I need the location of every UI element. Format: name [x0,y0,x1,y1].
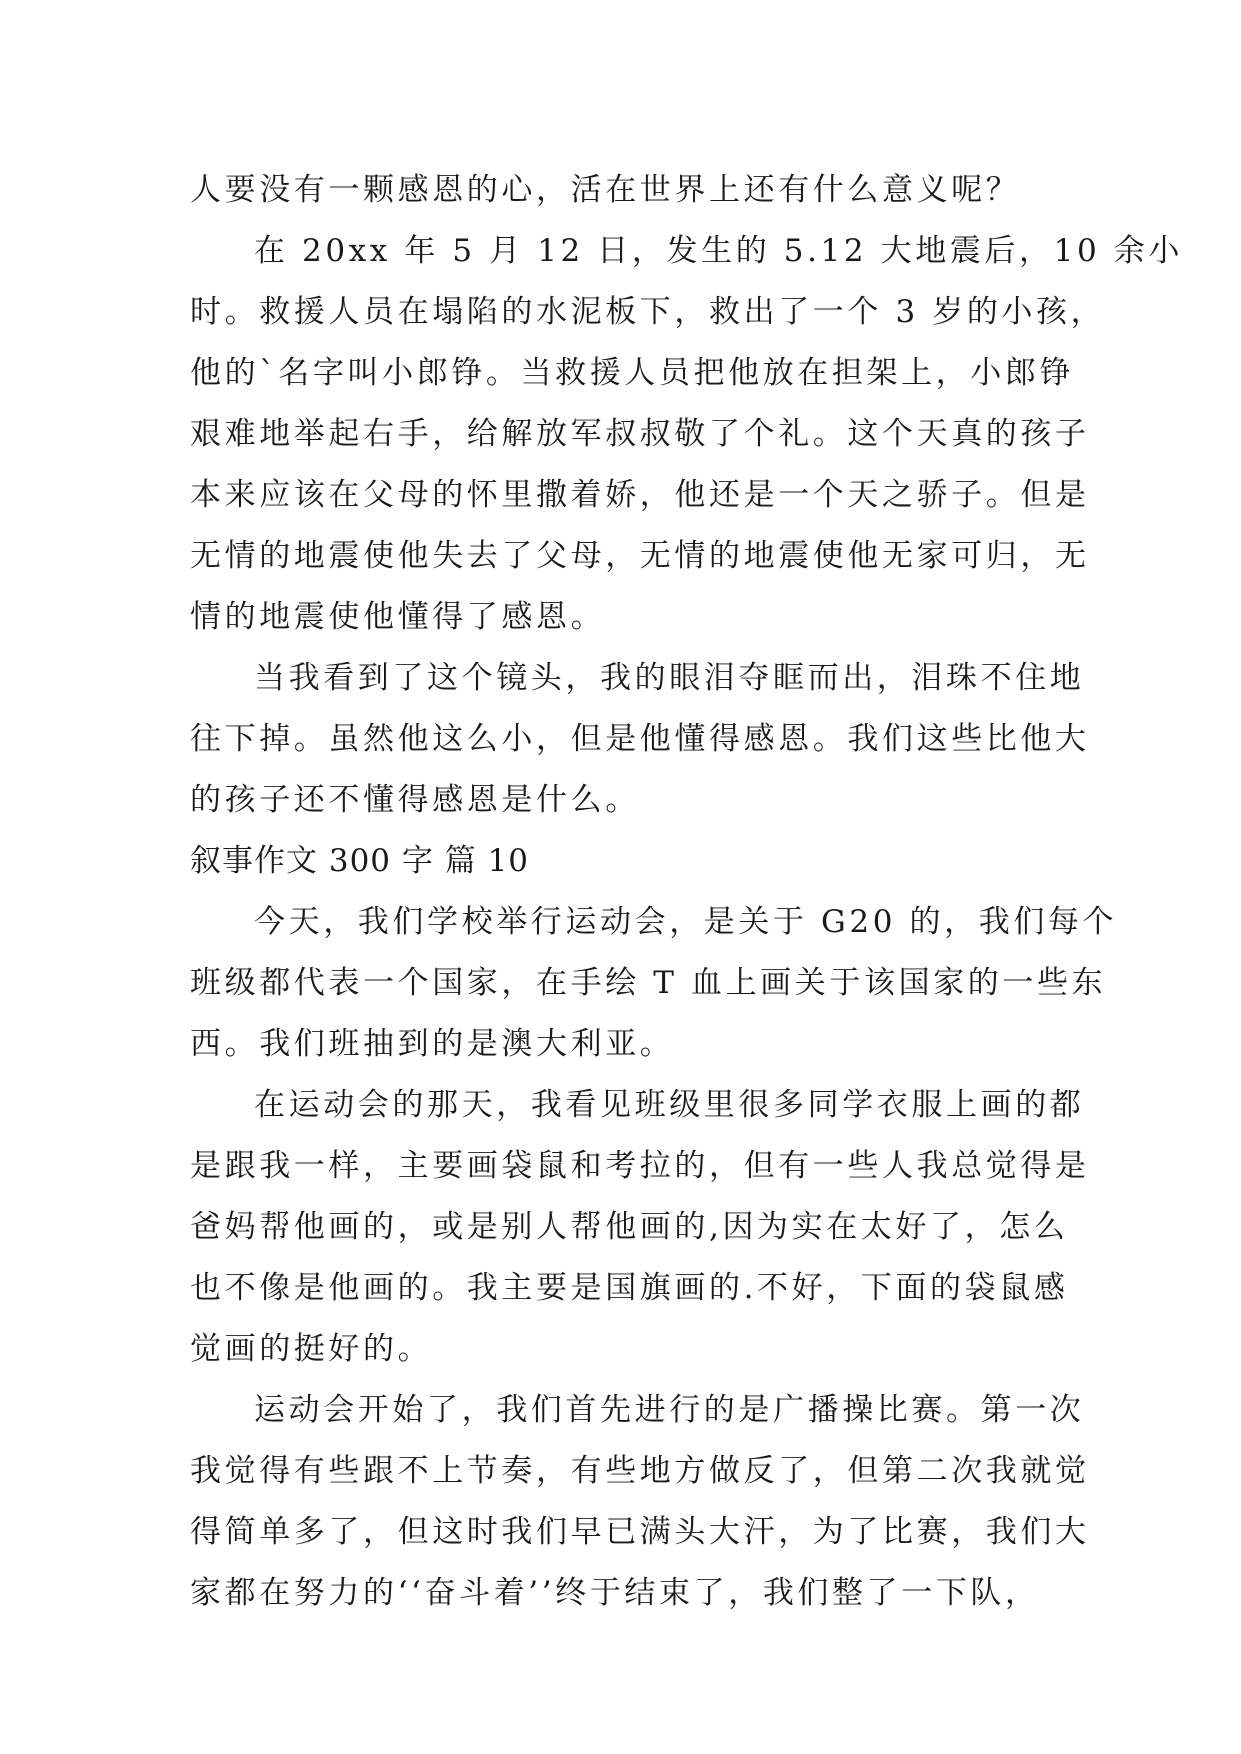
text-line: 艰难地举起右手，给解放军叔叔敬了个礼。这个天真的孩子 [190,416,1090,452]
text-line: 无情的地震使他失去了父母，无情的地震使他无家可归，无 [190,538,1090,574]
text-line: 西。我们班抽到的是澳大利亚。 [190,1026,675,1062]
paragraph-start-line: 今天，我们学校举行运动会，是关于 G20 的，我们每个 [254,904,1118,940]
paragraph-start-line: 在 20xx 年 5 月 12 日，发生的 5.12 大地震后，10 余小 [254,233,1183,269]
text-line: 觉画的挺好的。 [190,1331,433,1367]
text-line: 往下掉。虽然他这么小，但是他懂得感恩。我们这些比他大 [190,721,1090,757]
text-line: 爸妈帮他画的，或是别人帮他画的,因为实在太好了，怎么 [190,1209,1069,1245]
text-line: 班级都代表一个国家，在手绘 T 血上画关于该国家的一些东 [190,965,1107,1001]
document-body [190,160,1183,1624]
text-line: 我觉得有些跟不上节奏，有些地方做反了，但第二次我就觉 [190,1453,1090,1489]
paragraph-start-line: 运动会开始了，我们首先进行的是广播操比赛。第一次 [254,1392,1085,1428]
text-line: 是跟我一样，主要画袋鼠和考拉的，但有一些人我总觉得是 [190,1148,1090,1184]
text-line: 也不像是他画的。我主要是国旗画的.不好，下面的袋鼠感 [190,1270,1069,1306]
text-line: 的孩子还不懂得感恩是什么。 [190,782,640,818]
paragraph-start-line: 在运动会的那天，我看见班级里很多同学衣服上画的都 [254,1087,1085,1123]
text-line: 人要没有一颗感恩的心，活在世界上还有什么意义呢？ [190,172,1021,208]
text-line: 家都在努力的‘‘奋斗着’’终于结束了，我们整了一下队， [190,1575,1040,1611]
text-line: 他的`名字叫小郎铮。当救援人员把他放在担架上，小郎铮 [190,355,1075,391]
text-line: 本来应该在父母的怀里撒着娇，他还是一个天之骄子。但是 [190,477,1090,513]
section-heading: 叙事作文 300 字 篇 10 [190,843,530,879]
text-line: 得简单多了，但这时我们早已满头大汗，为了比赛，我们大 [190,1514,1090,1550]
paragraph-start-line: 当我看到了这个镜头，我的眼泪夺眶而出，泪珠不住地 [254,660,1085,696]
text-line: 时。救援人员在塌陷的水泥板下，救出了一个 3 岁的小孩， [190,294,1106,330]
text-line: 情的地震使他懂得了感恩。 [190,599,606,635]
